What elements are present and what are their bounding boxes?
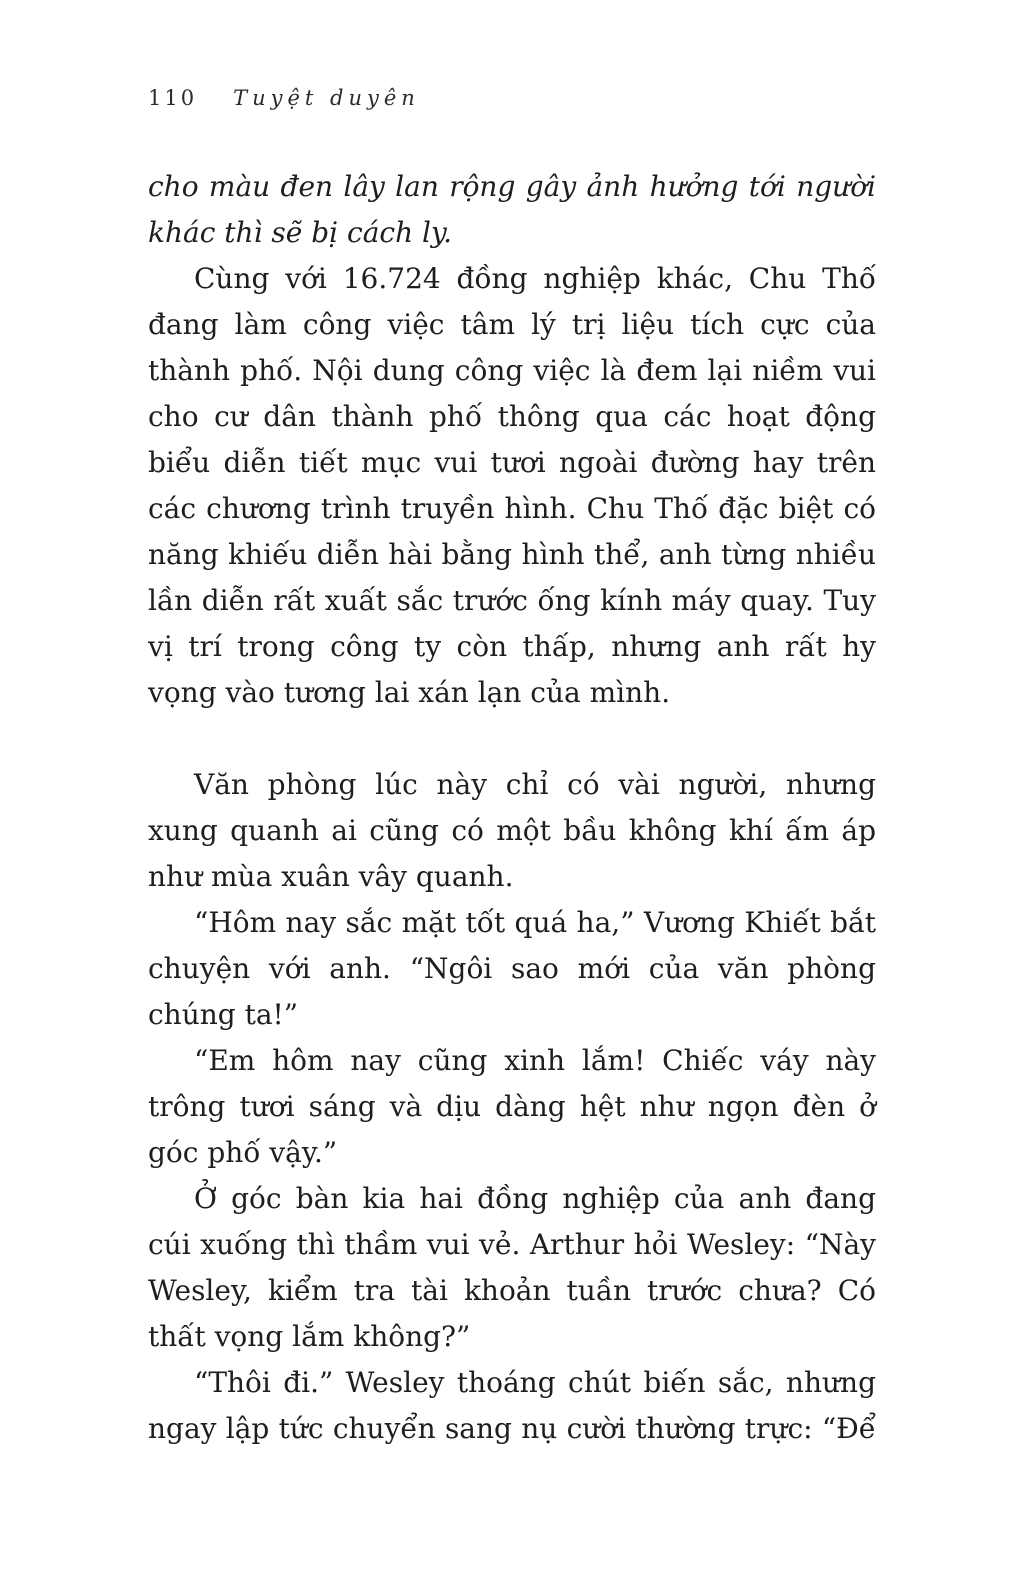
running-header [148, 86, 876, 110]
paragraph: Văn phòng lúc này chỉ có vài người, nhưng xung quanh ai cũng có một bầu không khí ấm áp như mùa xuân vây quanh. [148, 768, 876, 893]
page-number: 110 [148, 86, 198, 110]
paragraph: Ở góc bàn kia hai đồng nghiệp của anh đang cúi xuống thì thầm vui vẻ. Arthur hỏi Wesley: “Này Wesley, kiểm tra tài khoản tuần trước chưa? Có thất vọng lắm không?” [148, 1182, 876, 1353]
paragraph: cho màu đen lây lan rộng gây ảnh hưởng tới người khác thì sẽ bị cách ly. [148, 170, 876, 249]
paragraph: “Em hôm nay cũng xinh lắm! Chiếc váy này trông tươi sáng và dịu dàng hệt như ngọn đèn ở góc phố vậy.” [148, 1044, 876, 1169]
book-title: Tuyệt duyên [233, 86, 420, 110]
paragraph: “Thôi đi.” Wesley thoáng chút biến sắc, nhưng ngay lập tức chuyển sang nụ cười thường trực: “Để [148, 1366, 876, 1445]
page-body-text [148, 164, 876, 1452]
paragraph: Cùng với 16.724 đồng nghiệp khác, Chu Thố đang làm công việc tâm lý trị liệu tích cực của thành phố. Nội dung công việc là đem lại niềm vui cho cư dân thành phố thông qua các hoạt động biểu diễn tiết mục vui tươi ngoài đường hay trên các chương trình truyền hình. Chu Thố đặc biệt có năng khiếu diễn hài bằng hình thể, anh từng nhiều lần diễn rất xuất sắc trước ống kính máy quay. Tuy vị trí trong công ty còn thấp, nhưng anh rất hy vọng vào tương lai xán lạn của mình. [148, 262, 876, 709]
paragraph: “Hôm nay sắc mặt tốt quá ha,” Vương Khiết bắt chuyện với anh. “Ngôi sao mới của văn phòng chúng ta!” [148, 906, 876, 1031]
